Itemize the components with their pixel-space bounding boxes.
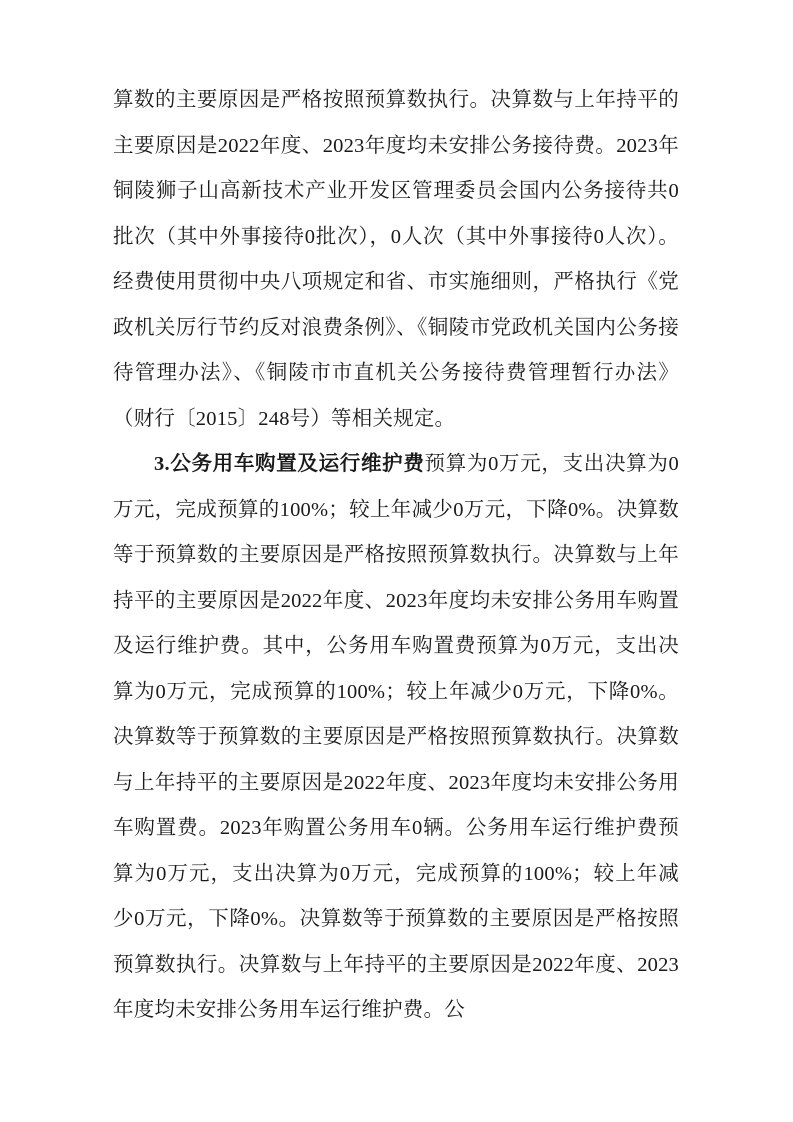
document-body [113,78,679,1034]
paragraph-hospitality-text: 算数的主要原因是严格按照预算数执行。决算数与上年持平的主要原因是2022年度、2023年度均未安排公务接待费。2023年铜陵狮子山高新技术产业开发区管理委员会国内公务接待共0批次（其中外事接待0批次），0人次（其中外事接待0人次）。经费使用贯彻中央八项规定和省、市实施细则，严格执行《党政机关厉行节约反对浪费条例》、《铜陵市党政机关国内公务接待管理办法》、《铜陵市市直机关公务接待费管理暂行办法》（财行〔2015〕248号）等相关规定。 [113,89,679,430]
paragraph-vehicle-heading: 3.公务用车购置及运行维护费 [154,453,425,475]
paragraph-vehicle-text: 预算为0万元，支出决算为0万元，完成预算的100%；较上年减少0万元，下降0%。决算数等于预算数的主要原因是严格按照预算数执行。决算数与上年持平的主要原因是2022年度、2023年度均未安排公务用车购置及运行维护费。其中，公务用车购置费预算为0万元，支出决算为0万元，完成预算的100%；较上年减少0万元，下降0%。决算数等于预算数的主要原因是严格按照预算数执行。决算数与上年持平的主要原因是2022年度、2023年度均未安排公务用车购置费。2023年购置公务用车0辆。公务用车运行维护费预算为0万元，支出决算为0万元，完成预算的100%；较上年减少0万元，下降0%。决算数等于预算数的主要原因是严格按照预算数执行。决算数与上年持平的主要原因是2022年度、2023年度均未安排公务用车运行维护费。公 [113,453,679,1021]
paragraph-hospitality [113,78,679,442]
paragraph-vehicle [113,442,679,1034]
